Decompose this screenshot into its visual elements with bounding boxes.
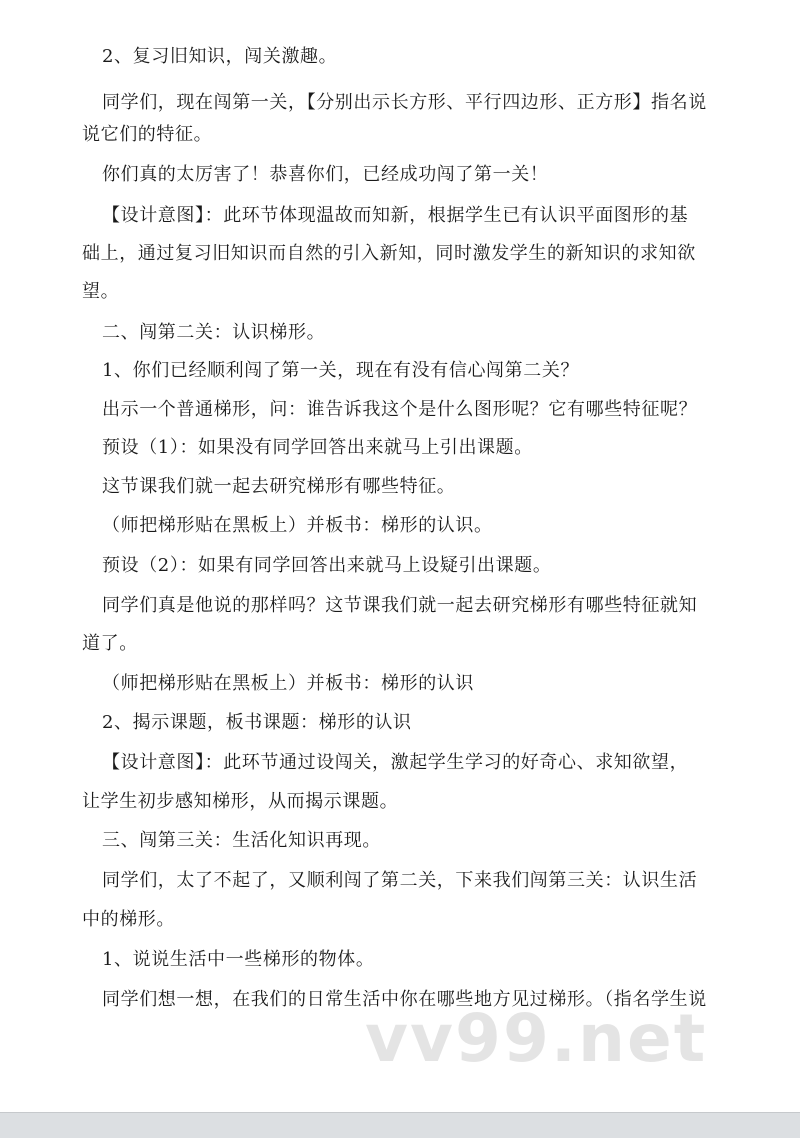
- paragraph-life-objects: 1、说说生活中一些梯形的物体。: [102, 949, 375, 970]
- paragraph-first-level-line-2: 说它们的特征。: [82, 124, 213, 145]
- paragraph-design-intent-2-line-2: 让学生初步感知梯形，从而揭示课题。: [82, 791, 399, 812]
- paragraph-design-intent-1-line-3: 望。: [82, 281, 120, 302]
- section-heading-level-two: 二、闯第二关：认识梯形。: [102, 322, 326, 343]
- paragraph-level-two-question: 1、你们已经顺利闯了第一关，现在有没有信心闯第二关？: [102, 360, 580, 381]
- paragraph-preset-1: 预设（1）：如果没有同学回答出来就马上引出课题。: [102, 437, 533, 458]
- paragraph-reveal-topic: 2、揭示课题，板书课题：梯形的认识: [102, 712, 412, 733]
- paragraph-level-three-line-2: 中的梯形。: [82, 909, 175, 930]
- watermark-text: vv99.net: [365, 1000, 708, 1077]
- paragraph-show-trapezoid: 出示一个普通梯形，问：谁告诉我这个是什么图形呢？它有哪些特征呢？: [102, 399, 698, 420]
- paragraph-design-intent-1-line-2: 础上，通过复习旧知识而自然的引入新知，同时激发学生的新知识的求知欲: [82, 243, 696, 264]
- paragraph-question-line-1: 同学们真是他说的那样吗？这节课我们就一起去研究梯形有哪些特征就知: [102, 595, 698, 616]
- paragraph-study-features: 这节课我们就一起去研究梯形有哪些特征。: [102, 476, 456, 497]
- paragraph-preset-2: 预设（2）：如果有同学回答出来就马上设疑引出课题。: [102, 555, 552, 576]
- paragraph-design-intent-2-line-1: 【设计意图】：此环节通过设闯关，激起学生学习的好奇心、求知欲望，: [102, 752, 689, 773]
- paragraph-level-three-line-1: 同学们，太了不起了，又顺利闯了第二关，下来我们闯第三关：认识生活: [102, 870, 698, 891]
- viewer-bottom-bar: [0, 1112, 800, 1138]
- paragraph-board-note-2: （师把梯形贴在黑板上）并板书：梯形的认识: [102, 673, 474, 694]
- paragraph-first-level-line-1: 同学们，现在闯第一关，【分别出示长方形、平行四边形、正方形】指名说: [102, 92, 707, 113]
- paragraph-design-intent-1-line-1: 【设计意图】：此环节体现温故而知新，根据学生已有认识平面图形的基: [102, 205, 689, 226]
- paragraph-review-heading: 2、复习旧知识，闯关激趣。: [102, 46, 338, 67]
- paragraph-think-question: 同学们想一想，在我们的日常生活中你在哪些地方见过梯形。（指名学生说: [102, 989, 707, 1010]
- section-heading-level-three: 三、闯第三关：生活化知识再现。: [102, 830, 381, 851]
- paragraph-question-line-2: 道了。: [82, 633, 138, 654]
- paragraph-board-note-1: （师把梯形贴在黑板上）并板书：梯形的认识。: [102, 515, 493, 536]
- paragraph-congrats: 你们真的太厉害了！恭喜你们，已经成功闯了第一关！: [102, 164, 549, 185]
